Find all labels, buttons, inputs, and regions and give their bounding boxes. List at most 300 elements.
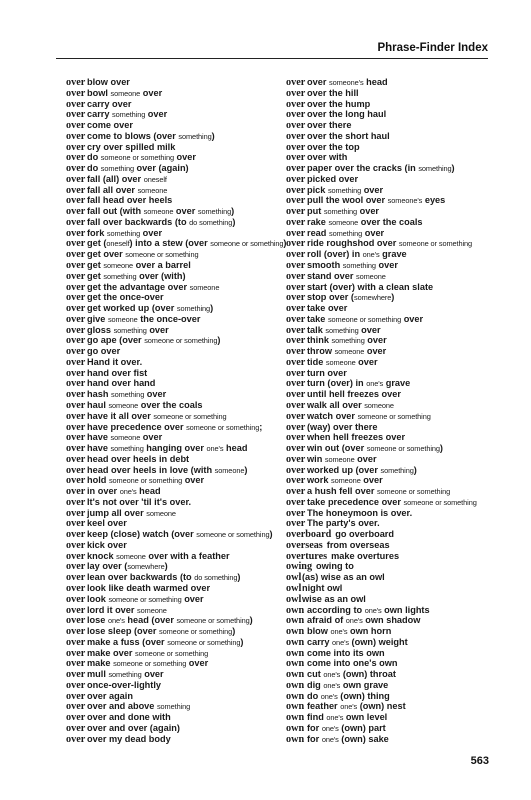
index-headword: own [286, 690, 305, 702]
phrase-placeholder-word: someone or something [186, 422, 260, 432]
phrase-text: over [173, 206, 198, 217]
index-headword: own [286, 669, 305, 681]
index-phrase [87, 680, 161, 690]
phrase-placeholder-word: someone or something [159, 627, 233, 637]
phrase-placeholder-word: something [111, 390, 145, 400]
index-headword: over [286, 227, 306, 239]
index-entry [286, 626, 496, 637]
phrase-text: over [173, 152, 196, 163]
index-headword: over [66, 658, 86, 670]
index-entry [286, 303, 496, 314]
index-headword: over [286, 130, 306, 142]
phrase-text: according to [307, 604, 365, 615]
index-headword: over [286, 292, 306, 304]
phrase-text: keep (close) watch (over [87, 529, 197, 540]
index-headword: over [286, 496, 306, 508]
index-entry [286, 594, 496, 605]
index-headword: owl [286, 572, 302, 584]
index-entry [66, 637, 282, 648]
phrase-placeholder-word: someone [116, 551, 146, 561]
index-phrase [87, 561, 168, 571]
phrase-text: have [87, 432, 111, 443]
index-phrase [87, 701, 190, 711]
index-phrase [87, 303, 213, 313]
index-entry [66, 486, 282, 497]
phrase-placeholder-word: one's [332, 637, 349, 647]
phrase-placeholder-word: someone or something [153, 411, 227, 421]
phrase-text: give [87, 313, 108, 324]
index-entry [66, 368, 282, 379]
phrase-text: take over [307, 303, 348, 314]
index-phrase [87, 152, 196, 162]
phrase-text: over [375, 260, 398, 271]
phrase-text: look like death warmed over [87, 582, 211, 593]
index-entry [66, 109, 282, 120]
index-entry [286, 443, 496, 454]
phrase-text: fall all over [87, 184, 138, 195]
phrase-placeholder-word: someone or something [108, 476, 183, 486]
index-phrase [307, 637, 408, 647]
index-phrase [87, 454, 189, 464]
index-phrase [307, 271, 386, 281]
index-phrase [307, 109, 386, 119]
index-phrase [307, 669, 396, 679]
index-entry [286, 637, 496, 648]
phrase-text: hand over hand [87, 378, 156, 389]
phrase-text: rake [307, 216, 329, 227]
phrase-text: work [307, 475, 331, 486]
index-entry [66, 228, 282, 239]
phrase-text: fork [87, 227, 107, 238]
index-phrase [87, 432, 162, 442]
phrase-placeholder-word: one's [320, 691, 338, 701]
index-headword: over [66, 582, 86, 594]
phrase-text: ) [451, 163, 455, 174]
phrase-text: (own) nest [357, 701, 406, 712]
index-phrase [87, 142, 175, 152]
index-headword: over [66, 227, 86, 239]
index-phrase [307, 626, 391, 636]
phrase-text: cry over spilled milk [87, 141, 176, 152]
phrase-text: over again [87, 690, 133, 701]
index-phrase [87, 120, 133, 130]
phrase-text: over the hump [307, 98, 371, 109]
index-entry [66, 734, 282, 745]
index-entry [286, 206, 496, 217]
index-entry [286, 540, 496, 551]
index-entry [66, 120, 282, 131]
phrase-placeholder-word: one's [321, 734, 339, 744]
index-headword: over [66, 120, 86, 132]
index-entry [286, 583, 496, 594]
index-headword: over [66, 238, 86, 250]
phrase-text: feather [307, 701, 341, 712]
index-entry [286, 335, 496, 346]
index-entry [66, 723, 282, 734]
phrase-text: Hand it over. [87, 356, 143, 367]
index-phrase [87, 475, 204, 485]
index-entry [286, 551, 496, 562]
index-phrase [307, 648, 385, 658]
index-headword: over [66, 529, 86, 541]
index-phrase [87, 174, 167, 184]
index-entry [286, 454, 496, 465]
index-phrase [307, 228, 384, 238]
index-entry [66, 594, 282, 605]
index-entry [286, 529, 496, 540]
phrase-placeholder-word: something [112, 110, 146, 120]
index-entry [66, 378, 282, 389]
phrase-text: walk all over [307, 399, 365, 410]
phrase-placeholder-word: something [108, 670, 142, 680]
phrase-text: over [181, 593, 204, 604]
phrase-placeholder-word: someone [189, 282, 220, 292]
index-entry [66, 195, 282, 206]
phrase-placeholder-word: someone or something [366, 444, 440, 454]
index-phrase [87, 443, 247, 453]
index-phrase [87, 615, 253, 625]
index-headword: over [286, 464, 306, 476]
phrase-text: owing to [316, 561, 354, 572]
phrase-text: ) [237, 572, 241, 583]
phrase-text: come over [87, 120, 133, 131]
index-entry [286, 422, 496, 433]
phrase-text: over there [307, 120, 352, 131]
index-phrase [87, 163, 189, 173]
phrase-placeholder-word: something [103, 271, 137, 281]
index-entry [66, 346, 282, 357]
phrase-text: jump all over [87, 507, 147, 518]
index-headword: over [286, 249, 306, 261]
phrase-placeholder-word: someone [110, 88, 141, 98]
index-headword: over [66, 626, 86, 638]
phrase-placeholder-word: someone [137, 605, 167, 615]
index-entry [286, 658, 496, 669]
index-headword: over [66, 378, 86, 390]
phrase-placeholder-word: something [325, 325, 359, 335]
index-column-left [66, 77, 287, 745]
index-entry [286, 465, 496, 476]
index-entry [66, 712, 282, 723]
phrase-text: fall head over heels [87, 195, 173, 206]
phrase-placeholder-word: someone or something [100, 153, 174, 163]
index-headword: over [66, 496, 86, 508]
phrase-text: once-over-lightly [87, 679, 162, 690]
index-entry [66, 217, 282, 228]
index-headword: own [286, 712, 305, 724]
phrase-text: for [307, 722, 322, 733]
phrase-text: worked up (over [307, 464, 381, 475]
index-headword: over [66, 281, 86, 293]
phrase-text: afraid of [307, 615, 346, 626]
phrase-text: bowl [87, 87, 111, 98]
index-headword: over [286, 195, 306, 207]
index-entry [66, 605, 282, 616]
index-entry [66, 465, 282, 476]
index-phrase [87, 368, 147, 378]
index-headword: over [286, 216, 306, 228]
phrase-text: over (again) [133, 163, 189, 174]
index-phrase [87, 712, 171, 722]
phrase-placeholder-word: someone [103, 261, 134, 271]
index-entry [286, 77, 496, 88]
index-phrase [87, 131, 215, 141]
index-headword: over [286, 206, 306, 218]
phrase-text: (own) weight [348, 636, 408, 647]
phrase-text: head [363, 77, 388, 87]
phrase-placeholder-word: one's [326, 713, 344, 723]
phrase-placeholder-word: someone's [328, 78, 364, 87]
index-headword: over [66, 410, 86, 422]
index-headword: over [286, 421, 306, 433]
phrase-text: in over [87, 486, 120, 497]
index-headword: over [66, 356, 86, 368]
phrase-placeholder-word: something [178, 131, 212, 141]
phrase-text: ) [244, 464, 248, 475]
index-phrase [87, 669, 164, 679]
phrase-placeholder-word: someone [137, 185, 168, 195]
index-headword: over [66, 260, 86, 272]
phrase-text: hanging over [143, 443, 207, 454]
phrase-placeholder-word: someone or something [376, 487, 451, 497]
index-headword: over [66, 313, 86, 325]
index-phrase [307, 475, 383, 485]
phrase-text: talk [307, 324, 326, 335]
phrase-placeholder-word: somewhere [127, 562, 165, 572]
index-entry [286, 152, 496, 163]
index-headword: overseas [286, 539, 323, 551]
index-phrase [307, 282, 433, 292]
index-entry [66, 529, 282, 540]
phrase-text: (own) throat [340, 669, 396, 680]
index-phrase [307, 411, 431, 421]
index-headword: over [286, 507, 306, 519]
phrase-text: do [307, 690, 321, 701]
index-phrase [307, 142, 360, 152]
phrase-text: smooth [307, 260, 343, 271]
phrase-placeholder-word: someone or something [135, 648, 209, 658]
index-entry [286, 669, 496, 680]
index-entry [286, 282, 496, 293]
index-headword: over [66, 163, 86, 175]
phrase-text: carry [307, 636, 333, 647]
index-phrase [307, 249, 407, 259]
index-phrase [307, 335, 387, 345]
phrase-text: grave [379, 249, 407, 260]
phrase-text: over with a feather [145, 550, 230, 561]
phrase-placeholder-word: oneself [106, 239, 130, 249]
index-phrase [307, 217, 423, 227]
index-entry [66, 454, 282, 465]
index-headword: own [286, 658, 305, 670]
index-phrase [307, 292, 394, 302]
index-phrase [307, 658, 398, 668]
phrase-text: when hell freezes over [307, 432, 406, 443]
phrase-text: ) [283, 238, 287, 249]
index-entry [286, 195, 496, 206]
phrase-placeholder-word: someone or something [357, 411, 431, 421]
phrase-placeholder-word: something [342, 261, 376, 271]
phrase-placeholder-word: someone or something [125, 250, 199, 260]
phrase-text: own lights [381, 604, 430, 615]
index-entry [286, 615, 496, 626]
phrase-text: The honeymoon is over. [307, 507, 413, 518]
phrase-text: ) into a stew (over [129, 238, 211, 249]
index-phrase [307, 303, 347, 313]
index-phrase [327, 540, 390, 550]
phrase-text: turn over [307, 367, 347, 378]
phrase-text: ) [269, 529, 273, 540]
phrase-placeholder-word: something [323, 207, 358, 217]
index-entry [286, 734, 496, 745]
index-headword: over [66, 195, 86, 207]
index-phrase [87, 605, 167, 615]
phrase-text: kick over [87, 539, 127, 550]
index-headword: over [286, 163, 306, 175]
index-entry [66, 518, 282, 529]
phrase-placeholder-word: something [110, 444, 144, 454]
index-entry [66, 540, 282, 551]
index-phrase [87, 583, 210, 593]
index-phrase [87, 411, 227, 421]
phrase-text: get the advantage over [87, 281, 190, 292]
index-phrase [307, 152, 347, 162]
index-entry [66, 422, 282, 433]
phrase-text: over and done with [87, 712, 171, 723]
index-entry [66, 497, 282, 508]
index-headword: over [66, 152, 86, 164]
index-entry [286, 142, 496, 153]
phrase-text: ) [210, 303, 214, 314]
phrase-text: for [307, 733, 322, 744]
index-headword: over [66, 346, 86, 358]
index-phrase [307, 131, 390, 141]
page-title: Phrase-Finder Index [377, 42, 488, 54]
index-entry [66, 249, 282, 260]
index-phrase [307, 508, 412, 518]
index-entry [286, 292, 496, 303]
index-phrase [307, 163, 455, 173]
phrase-placeholder-word: something [197, 207, 232, 217]
phrase-text: over (with) [136, 270, 186, 281]
index-headword: over [66, 216, 86, 228]
index-entry [66, 152, 282, 163]
phrase-text: (own) sake [338, 733, 389, 744]
index-phrase [307, 400, 394, 410]
index-phrase [87, 389, 166, 399]
index-phrase [307, 206, 379, 216]
index-phrase [87, 497, 191, 507]
index-phrase [331, 551, 399, 561]
phrase-text: over the short haul [307, 130, 390, 141]
phrase-text: go over [87, 346, 121, 357]
index-phrase [87, 594, 204, 604]
index-phrase [307, 346, 386, 356]
index-headword: over [286, 335, 306, 347]
index-entry [286, 249, 496, 260]
phrase-placeholder-word: do something [194, 573, 238, 583]
phrase-text: get worked up (over [87, 303, 177, 314]
index-phrase [307, 325, 381, 335]
phrase-text: do [87, 152, 101, 163]
index-headword: over [286, 389, 306, 401]
index-headword: over [286, 141, 306, 153]
index-entry [286, 723, 496, 734]
index-phrase [87, 734, 171, 744]
index-headword: own [286, 722, 305, 734]
phrase-text: ) [231, 206, 235, 217]
index-phrase [307, 99, 370, 109]
index-entry [286, 238, 496, 249]
index-phrase [307, 77, 388, 87]
phrase-text: come into one's own [307, 658, 398, 669]
phrase-placeholder-word: someone or something [167, 637, 241, 647]
phrase-placeholder-word: someone or something [113, 659, 187, 669]
index-entry [286, 475, 496, 486]
index-phrase [87, 282, 219, 292]
phrase-text: night owl [302, 582, 343, 593]
index-phrase [87, 346, 120, 356]
index-headword: over [286, 109, 306, 121]
index-entry [66, 680, 282, 691]
phrase-text: ride roughshod over [307, 238, 399, 249]
index-entry [286, 572, 496, 583]
index-headword: own [286, 733, 305, 745]
phrase-text: lose [87, 615, 108, 626]
phrase-text: over [361, 184, 384, 195]
phrase-text: over the hill [307, 87, 359, 98]
phrase-text: lord it over [87, 604, 138, 615]
index-entry [286, 185, 496, 196]
index-headword: own [286, 636, 305, 648]
phrase-text: over the top [307, 141, 360, 152]
index-headword: over [286, 238, 306, 250]
index-phrase [307, 497, 477, 507]
phrase-text: mull [87, 669, 109, 680]
index-entry [66, 131, 282, 142]
index-phrase [307, 712, 387, 722]
phrase-placeholder-word: someone [146, 508, 176, 518]
index-headword: over [66, 669, 86, 681]
index-headword: owl [286, 593, 302, 605]
phrase-text: get over [87, 249, 126, 260]
phrase-text: over [357, 206, 380, 217]
phrase-placeholder-word: something [113, 325, 147, 335]
index-phrase [87, 217, 235, 227]
index-entry [66, 142, 282, 153]
index-entry [66, 389, 282, 400]
index-phrase [87, 249, 198, 259]
index-phrase [307, 701, 406, 711]
index-phrase [307, 734, 389, 744]
index-headword: over [66, 206, 86, 218]
index-phrase [87, 357, 142, 367]
phrase-text: from overseas [326, 539, 390, 550]
index-phrase [87, 228, 162, 238]
phrase-text: ) [217, 335, 221, 346]
index-phrase [307, 185, 383, 195]
phrase-text: head [223, 443, 248, 454]
phrase-text: win out (over [307, 443, 367, 454]
index-entry [66, 174, 282, 185]
phrase-text: gloss [87, 324, 114, 335]
index-headword: own [286, 701, 305, 713]
phrase-text: over [182, 475, 205, 486]
phrase-text: (own) part [338, 722, 386, 733]
running-header [56, 40, 488, 59]
index-headword: over [286, 486, 306, 498]
phrase-text: roll (over) in [307, 249, 363, 260]
